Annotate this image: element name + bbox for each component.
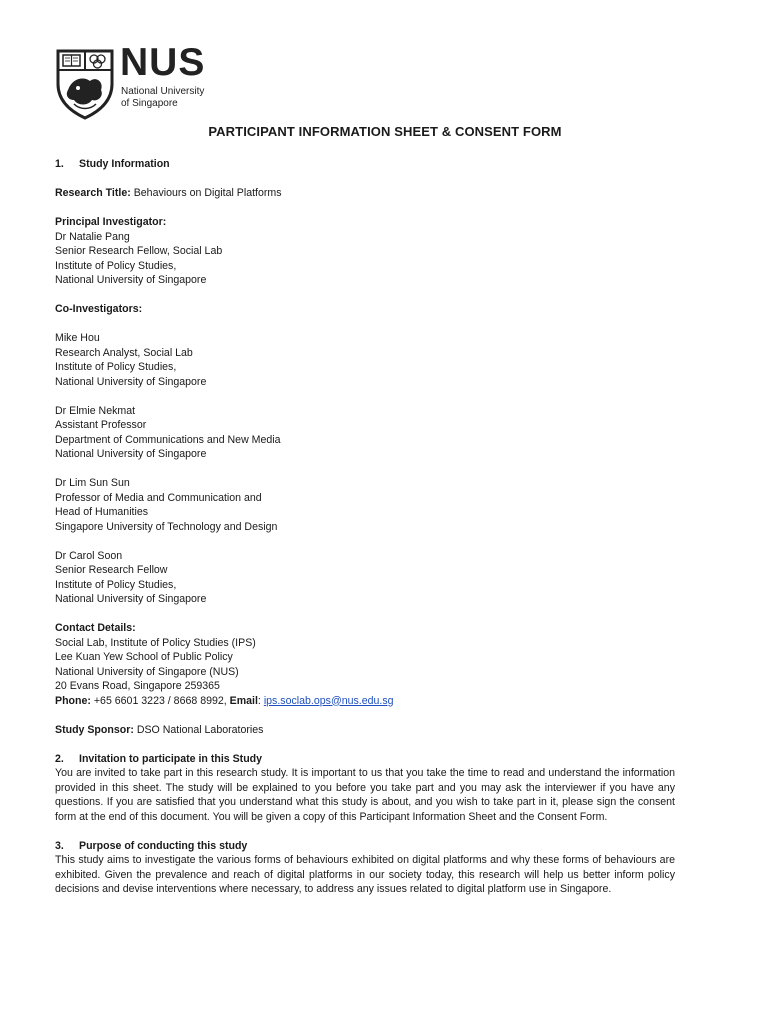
- section-1-heading: 1. Study Information: [55, 158, 170, 170]
- section-2-heading: 2. Invitation to participate in this Study: [55, 752, 263, 765]
- co-investigator: Dr Carol Soon Senior Research Fellow Institute of Policy Studies, National University of Singapore: [55, 549, 207, 605]
- research-title: Research Title: Behaviours on Digital Platforms: [55, 187, 282, 199]
- section-3-heading: 3. Purpose of conducting this study: [55, 839, 248, 852]
- section-3-body: This study aims to investigate the various forms of behaviours exhibited on digital platforms and why these forms of behaviours are exhibited. Given the prevalence and reach of digital platforms in our society today, this research will help us better inform policy decisions and devise interventions where necessary, to address any issues related to digital platform use in Singapore.: [55, 854, 675, 895]
- co-investigator: Dr Lim Sun Sun Professor of Media and Communication and Head of Humanities Singapore University of Technology and Design: [55, 477, 278, 533]
- principal-investigator: Principal Investigator: Dr Natalie Pang Senior Research Fellow, Social Lab Institute of Policy Studies, National University of Singapore: [55, 216, 223, 286]
- page-title: PARTICIPANT INFORMATION SHEET & CONSENT FORM: [208, 124, 562, 139]
- logo-wordmark: NUS: [120, 41, 206, 84]
- co-investigator: Dr Elmie Nekmat Assistant Professor Department of Communications and New Media National University of Singapore: [55, 404, 281, 460]
- co-investigator: Mike Hou Research Analyst, Social Lab Institute of Policy Studies, National University of Singapore: [55, 332, 207, 388]
- document-body: [55, 157, 675, 897]
- nus-logo: [54, 41, 224, 120]
- contact-phone-email: Phone: +65 6601 3223 / 8668 8992, Email: ips.soclab.ops@nus.edu.sg: [55, 694, 394, 707]
- study-sponsor: Study Sponsor: DSO National Laboratories: [55, 723, 264, 736]
- section-2-body: You are invited to take part in this research study. It is important to us that you take the time to read and understand the information provided in this sheet. The study will be explained to you before you take part and you may ask the interviewer if you have any questions. If you are satisfied that you understand what this study is about, and you wish to take part in it, please sign the consent form at the end of this document. You will be given a copy of this Participant Information Sheet and the Consent Form.: [55, 767, 675, 823]
- university-crest-icon: [54, 48, 116, 120]
- email-link[interactable]: ips.soclab.ops@nus.edu.sg: [263, 694, 394, 707]
- contact-details: Contact Details: Social Lab, Institute of Policy Studies (IPS) Lee Kuan Yew School of Public Policy National University of Singapore (NUS) 20 Evans Road, Singapore 259365 Phone: +65 6601 3223 / 8668 8992, Email: ips.soclab.ops@nus.edu.sg: [55, 621, 675, 708]
- co-investigators-label: Co-Investigators:: [55, 303, 143, 315]
- logo-subtitle: National University of Singapore: [121, 86, 205, 109]
